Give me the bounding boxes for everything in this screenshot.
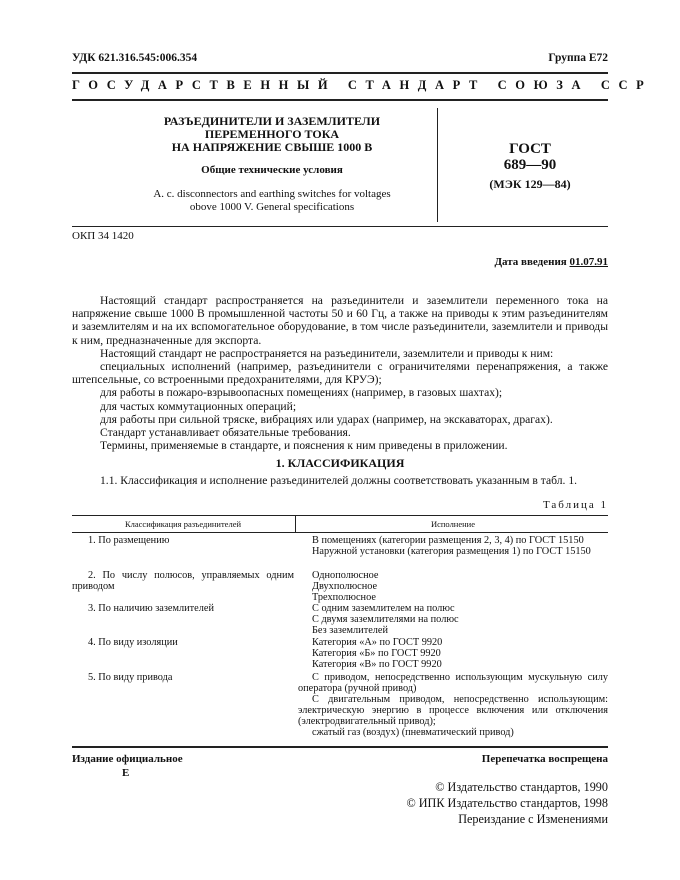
table-cell-classification: 5. По виду привода	[88, 672, 173, 683]
table-cell-execution: С приводом, непосредственно использующим мускульную силу оператора (ручной привод) С двигательным приводом, непосредственно использующим: электрическую энергию в процессе включения или отключения (электродвигательный привод); сжатый газ (воздух) (пневматический привод)	[298, 672, 608, 738]
table-rule-header	[72, 532, 608, 533]
header-rule-top	[72, 72, 608, 74]
title-line-3: НА НАПРЯЖЕНИЕ СВЫШЕ 1000 В	[171, 140, 373, 154]
section-text	[72, 474, 608, 487]
table-cell-classification: 1. По размещению	[88, 535, 170, 546]
table-cell-execution: В помещениях (категории размещения 2, 3, 4) по ГОСТ 15150 Наружной установки (категория размещения 1) по ГОСТ 15150	[312, 535, 591, 557]
body-paragraph-4: для работы в пожаро-взрывоопасных помещениях (например, в газовых шахтах);	[100, 386, 503, 400]
intro-date-label: Дата введения	[494, 256, 567, 268]
body-paragraph-5: для частых коммутационных операций;	[100, 399, 297, 413]
english-title	[122, 188, 422, 214]
table-header-col2: Исполнение	[430, 519, 476, 529]
body-text	[72, 294, 608, 452]
title-line-1: РАЗЪЕДИНИТЕЛИ И ЗАЗЕМЛИТЕЛИ	[163, 114, 381, 128]
state-standard-banner: ГОСУДАРСТВЕННЫЙ СТАНДАРТ СОЮЗА ССР	[72, 78, 653, 92]
table-header-separator	[295, 515, 296, 532]
okp-code: ОКП 34 1420	[72, 230, 134, 242]
section-heading: 1. КЛАССИФИКАЦИЯ	[275, 456, 405, 470]
header-rule-bottom	[72, 99, 608, 101]
title-separator	[437, 108, 438, 222]
table-header-col1: Классификация разъединителей	[124, 519, 242, 529]
body-paragraph-3: специальных исполнений (например, разъединители с ограничителями перенапряжения, а также штепсельные, со встроенными предохранителями, для КРУЭ);	[72, 360, 608, 387]
gost-number: 689—90	[503, 157, 557, 173]
subtitle: Общие технические условия	[201, 164, 343, 176]
edition-letter: Е	[122, 767, 130, 779]
copyright-1998: © ИПК Издательство стандартов, 1998	[406, 796, 608, 810]
table-cell-execution: Категория «А» по ГОСТ 9920 Категория «Б» по ГОСТ 9920 Категория «В» по ГОСТ 9920	[312, 637, 443, 670]
body-paragraph-6: для работы при сильной тряске, вибрациях или ударах (например, на экскаваторах, драгах).	[100, 412, 553, 426]
english-title-line-1: A. c. disconnectors and earthing switches for voltages	[153, 188, 391, 200]
footer-rule	[72, 746, 608, 748]
table-cell-classification: 4. По виду изоляции	[88, 637, 178, 648]
table-label: Таблица 1	[542, 499, 608, 511]
intro-date	[494, 256, 608, 268]
body-paragraph-2: Настоящий стандарт не распространяется на разъединители, заземлители и приводы к ним:	[100, 346, 554, 360]
body-paragraph-1: Настоящий стандарт распространяется на разъединители и заземлители переменного тока на напряжение свыше 1000 В промышленной частоты 50 и 60 Гц, а также на приводы к этим разъединителям и заземлителям и на их вспомогательное оборудование, в том числе разъединители, заземлители и приводы к ним, предназначенные для экспорта.	[72, 294, 608, 347]
mek-reference: (МЭК 129—84)	[489, 177, 571, 191]
title-block	[142, 115, 402, 154]
title-line-2: ПЕРЕМЕННОГО ТОКА	[204, 127, 340, 141]
body-paragraph-7: Стандарт устанавливает обязательные требования.	[100, 426, 351, 440]
copyright-block	[406, 779, 608, 827]
table-cell-classification: 2. По числу полюсов, управляемых одним приводом	[72, 570, 294, 592]
group-code: Группа Е72	[548, 52, 608, 64]
gost-label: ГОСТ	[509, 141, 551, 157]
table-cell-execution: Однополюсное Двухполюсное Трехполюсное	[312, 570, 379, 603]
table-cell-execution: С одним заземлителем на полюс С двумя заземлителями на полюс Без заземлителей	[312, 603, 459, 636]
copyright-1990: © Издательство стандартов, 1990	[435, 780, 608, 794]
official-edition: Издание официальное	[72, 753, 183, 765]
english-title-line-2: obove 1000 V. General specifications	[189, 201, 355, 213]
table-rule-top	[72, 515, 608, 516]
table-cell-classification: 3. По наличию заземлителей	[88, 603, 214, 614]
gost-block	[480, 142, 580, 191]
body-paragraph-8: Термины, применяемые в стандарте, и пояснения к ним приведены в приложении.	[100, 439, 508, 453]
intro-date-value: 01.07.91	[569, 256, 608, 268]
reissue-notice: Переиздание с Изменениями	[458, 812, 608, 826]
okp-rule	[72, 226, 608, 227]
udk-code: УДК 621.316.545:006.354	[72, 52, 198, 64]
reprint-notice: Перепечатка воспрещена	[481, 753, 608, 765]
section-paragraph-1: 1.1. Классификация и исполнение разъединителей должны соответствовать указанным в табл. 1.	[100, 474, 578, 487]
